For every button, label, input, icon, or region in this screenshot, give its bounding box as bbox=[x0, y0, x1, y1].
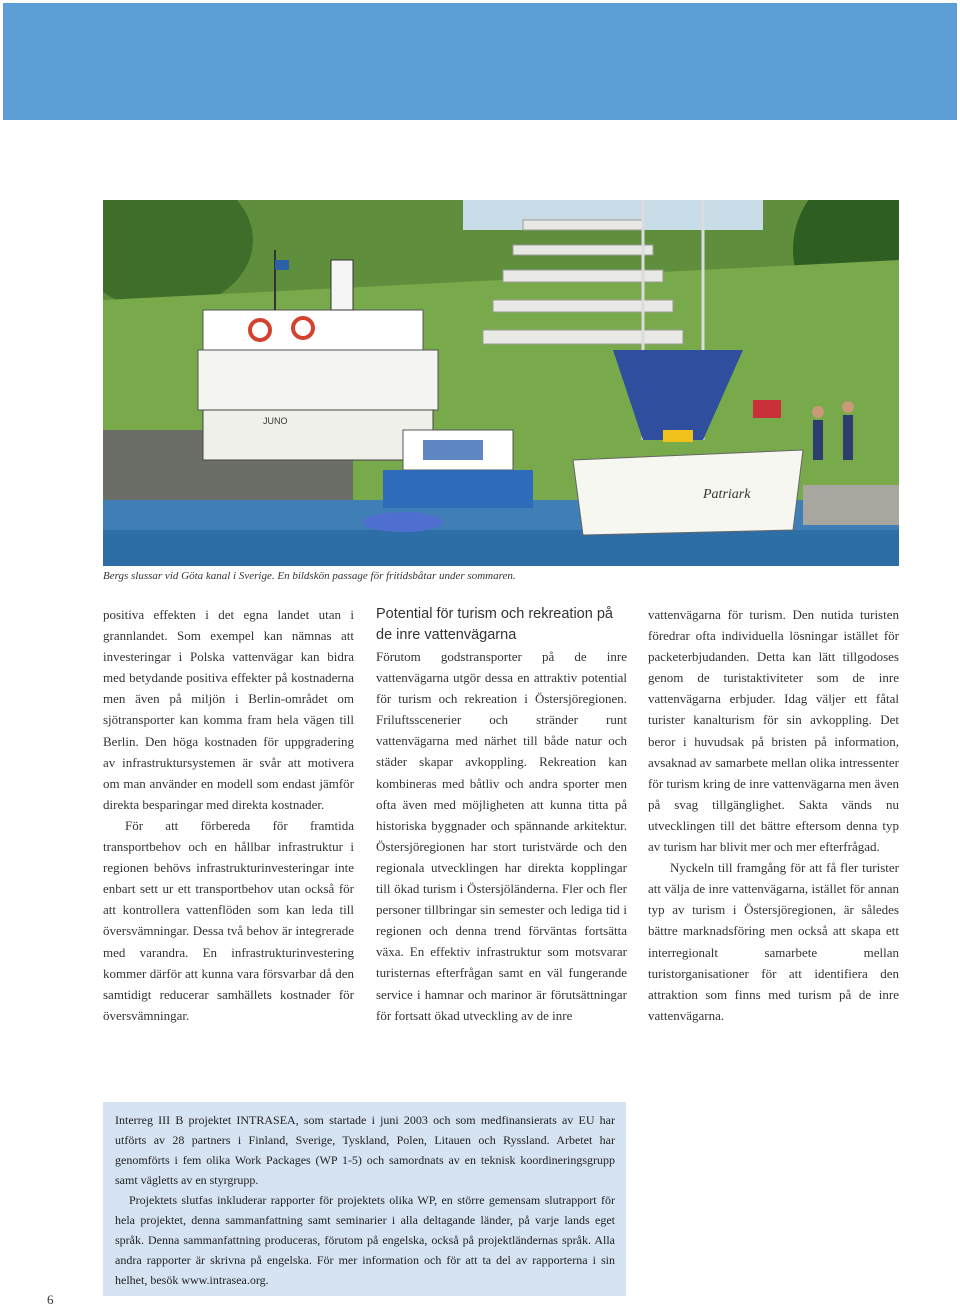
page-number: 6 bbox=[47, 1292, 54, 1307]
photo-caption: Bergs slussar vid Göta kanal i Sverige. En bildskön passage för fritidsbåtar under sommaren. bbox=[103, 570, 516, 582]
info-paragraph-2: Projektets slutfas inkluderar rapporter för projektets olika WP, en större gemensam slutrapport för hela projektet, denna sammanfattning samt seminarier i alla deltagande länder, på varje lands eget språk. Denna sammanfattning produceras, förutom på engelska, också på projektländernas språk. Alla andra rapporter är skrivna på engelska. För mer information och för att ta del av rapporterna i sin helhet, besök www.intrasea.org. bbox=[115, 1193, 615, 1287]
column-1-paragraph-2: För att förbereda för framtida transportbehov och en hållbar infrastruktur i regionen behövs infrastrukturinvesteringar inte enbart sett ur ett transportbehov utan också för att kontrollera vattenflöden som kan leda till översvämningar. Dessa två behov är integrerade med varandra. En infrastrukturinvestering kommer därför att kunna vara försvarbar då den samtidigt reducerar samhällets kostnader för översvämningar. bbox=[103, 817, 354, 1023]
sailboat-name-label: Patriark bbox=[703, 487, 751, 502]
project-info-box bbox=[103, 1102, 626, 1296]
column-1-paragraph-1: positiva effekten i det egna landet utan i grannlandet. Som exempel kan nämnas att investeringar i Polska vattenvägar kan bidra med betydande positiva effekter på kostnaderna men även på miljön i Berlin-området om sjötransporter kan komma fram hela vägen till Berlin. Den höga kostnaden för uppgradering av infrastruktursystemen är svår att motivera om man använder en modell som endast jämför direkta besparingar med direkta kostnader. bbox=[103, 607, 354, 812]
info-paragraph-1: Interreg III B projektet INTRASEA, som startade i juni 2003 och som medfinansierats av EU har utförts av 28 partners i Finland, Sverige, Tyskland, Polen, Litauen och Ryssland. Arbetet har genomförts i fem olika Work Packages (WP 1-5) och samordnats av en teknisk koordineringsgrupp samt vägletts av en styrgrupp. bbox=[115, 1113, 615, 1187]
column-3 bbox=[648, 604, 899, 1026]
header-band bbox=[3, 3, 957, 120]
boat-name-label: JUNO bbox=[263, 416, 288, 426]
column-2 bbox=[376, 604, 627, 1026]
column-3-paragraph-2: Nyckeln till framgång för att få fler turister att välja de inre vattenvägarna, istället för annan typ av turism i Östersjöregionen, är således bättre marknadsföring men också att skapa ett interregionalt samarbete mellan turistorganisationer för att identifiera den attraktion som finns med turism på de inre vattenvägarna. bbox=[648, 860, 899, 1023]
column-3-paragraph-1: vattenvägarna för turism. Den nutida turisten föredrar ofta individuella lösningar istället för packeterbjudanden. Detta kan lätt tillgodoses genom de turistaktiviteter som de inre vattenvägarna erbjuder. Idag väljer ett fåtal turister kanalturism för sin avkoppling. Det beror i huvudsak på bristen på information, avsaknad av samarbete mellan olika intressenter för turism kring de inre vattenvägarna men även på svag tillgänglighet. Sakta vänds nu utvecklingen till det bättre eftersom denna typ av turism har blivit mer och mer efterfrågad. bbox=[648, 607, 899, 855]
canal-lock-photo bbox=[103, 200, 899, 566]
column-1 bbox=[103, 604, 354, 1026]
section-heading: Potential för turism och rekreation på de inre vattenvägarna bbox=[376, 606, 613, 643]
column-2-paragraph-1: Förutom godstransporter på de inre vattenvägarna utgör dessa en attraktiv potential för turism och rekreation i Östersjöregionen. Friluftsscenerier och stränder runt vattenvägarna med närhet till både natur och städer skapar avkoppling. Rekreation kan kombineras med båtliv och andra sporter men ofta även med möjligheten att kunna titta på historiska byggnader och spännande arkitektur. Östersjöregionen har stort turistvärde och den regionala utvecklingen har direkta kopplingar till ökad turism i Östersjöländerna. Fler och fler personer tillbringar sin semester och lediga tid i regionen och denna trend förväntas fortsätta växa. En effektiv infrastruktur som motsvarar turisternas efterfrågan samt en väl fungerande service i hamnar och marinor är förutsättningar för fortsatt ökad utveckling av de inre bbox=[376, 649, 627, 1023]
